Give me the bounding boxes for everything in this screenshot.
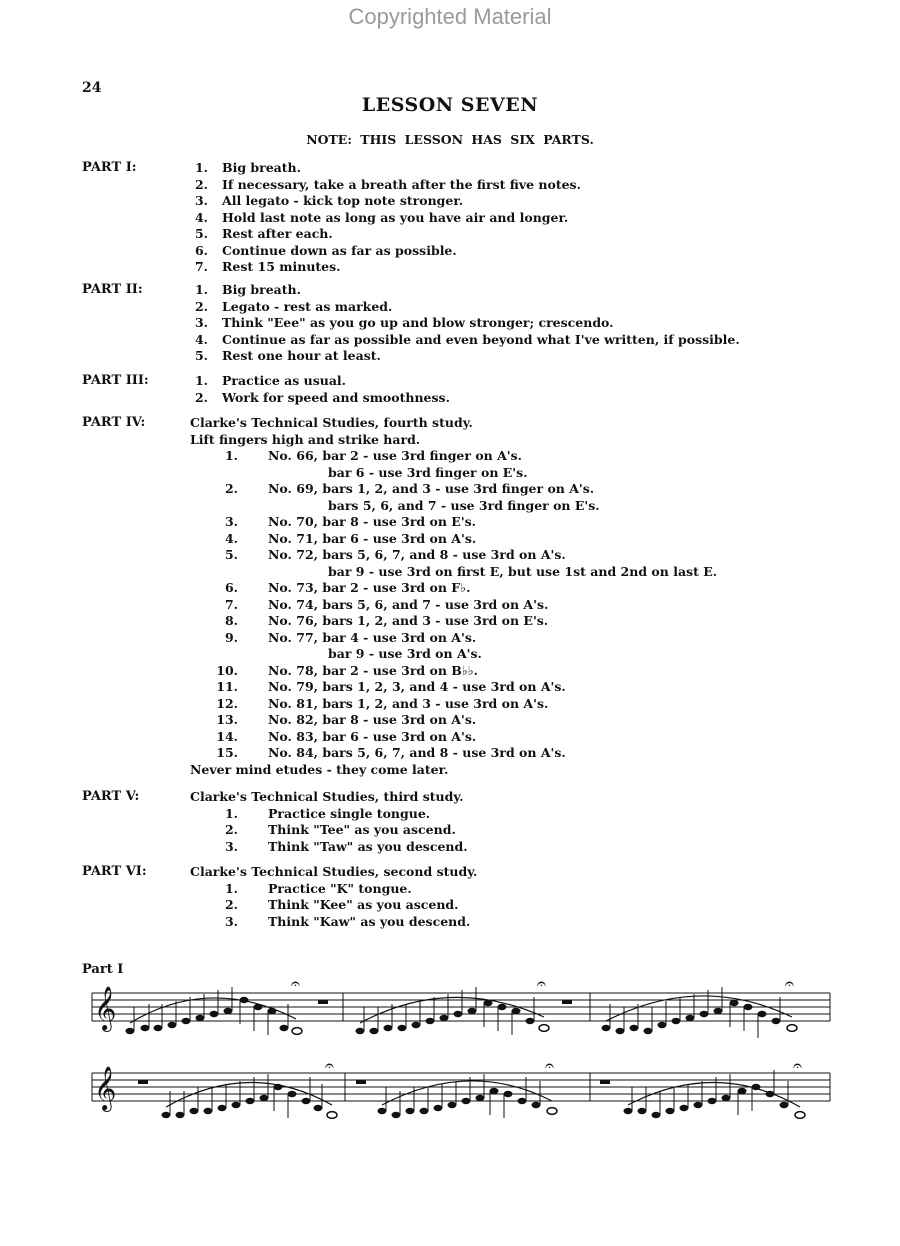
list-item: 1. Practice "K" tongue. <box>224 880 412 896</box>
intro-line: Clarke's Technical Studies, fourth study. <box>190 415 473 430</box>
part-2-section <box>0 282 900 365</box>
copyright-watermark: Copyrighted Material <box>348 4 552 29</box>
note-group <box>356 1000 550 1034</box>
part-6-section <box>0 864 900 930</box>
part-label: PART I: <box>82 160 137 175</box>
treble-clef-icon: 𝄞 <box>94 986 117 1030</box>
list-item: 7. No. 74, bars 5, 6, and 7 - use 3rd on A's. <box>224 596 549 612</box>
list-item-continuation: bars 5, 6, and 7 - use 3rd finger on E's. <box>328 497 600 513</box>
part-label: PART V: <box>82 789 140 804</box>
list-item: 2. If necessary, take a breath after the first five notes. <box>194 176 581 192</box>
fermata-icon: 𝄐 <box>325 1056 334 1075</box>
lesson-note: NOTE: THIS LESSON HAS SIX PARTS. <box>306 132 594 147</box>
lesson-title: LESSON SEVEN <box>361 94 539 116</box>
list-item: 2. No. 69, bars 1, 2, and 3 - use 3rd finger on A's. <box>224 481 595 496</box>
whole-rest <box>138 1080 148 1084</box>
list-item: 2. Think "Tee" as you ascend. <box>224 822 456 837</box>
part-label: PART II: <box>82 282 143 297</box>
list-item: 1. Big breath. <box>194 282 301 297</box>
whole-rest <box>318 1000 328 1004</box>
list-item: 8. No. 76, bars 1, 2, and 3 - use 3rd on E's. <box>224 613 549 628</box>
list-item: 7. Rest 15 minutes. <box>194 259 341 274</box>
list-item: 3. Think "Eee" as you go up and blow stronger; crescendo. <box>194 315 614 330</box>
list-item: 1. Big breath. <box>194 160 301 175</box>
list-item: 3. No. 70, bar 8 - use 3rd on E's. <box>224 514 477 529</box>
intro-line: Lift fingers high and strike hard. <box>190 431 421 447</box>
list-item: 5. Rest after each. <box>194 226 333 241</box>
list-item: 1. Practice as usual. <box>194 373 347 388</box>
list-item: 6. Continue down as far as possible. <box>194 242 457 258</box>
outro-line: Never mind etudes - they come later. <box>190 761 449 777</box>
part-label: PART VI: <box>82 864 147 879</box>
fermata-icon: 𝄐 <box>785 975 794 993</box>
list-item: 10. No. 78, bar 2 - use 3rd on B♭♭. <box>216 662 479 678</box>
list-item: 4. No. 71, bar 6 - use 3rd on A's. <box>224 530 477 546</box>
note-group <box>378 1088 558 1118</box>
list-item: 3. Think "Kaw" as you descend. <box>224 913 471 929</box>
list-item: 5. No. 72, bars 5, 6, 7, and 8 - use 3rd on A's. <box>224 547 566 562</box>
list-item: 11. No. 79, bars 1, 2, 3, and 4 - use 3rd on A's. <box>216 679 566 694</box>
fermata-icon: 𝄐 <box>537 975 546 993</box>
list-item: 3. Think "Taw" as you descend. <box>224 838 468 854</box>
part-1-section <box>0 160 900 276</box>
list-item: 3. All legato - kick top note stronger. <box>194 193 464 208</box>
list-item: 2. Legato - rest as marked. <box>194 298 393 314</box>
list-item: 5. Rest one hour at least. <box>194 348 381 363</box>
music-example-label: Part I <box>82 962 124 977</box>
list-item-continuation: bar 6 - use 3rd finger on E's. <box>328 464 528 480</box>
list-item: 12. No. 81, bars 1, 2, and 3 - use 3rd on A's. <box>216 695 549 711</box>
list-item-continuation: bar 9 - use 3rd on first E, but use 1st and 2nd on last E. <box>328 563 718 579</box>
list-item: 13. No. 82, bar 8 - use 3rd on A's. <box>216 712 477 727</box>
whole-rest <box>600 1080 610 1084</box>
intro-line: Clarke's Technical Studies, second study. <box>190 864 478 879</box>
whole-rest <box>356 1080 366 1084</box>
page-number: 24 <box>82 80 102 96</box>
treble-clef-icon: 𝄞 <box>94 1066 117 1110</box>
list-item: 1. No. 66, bar 2 - use 3rd finger on A's. <box>224 448 523 463</box>
fermata-icon: 𝄐 <box>793 1056 802 1075</box>
list-item: 15. No. 84, bars 5, 6, 7, and 8 - use 3rd on A's. <box>216 745 566 760</box>
note-group <box>126 997 303 1035</box>
list-item: 6. No. 73, bar 2 - use 3rd on F♭. <box>224 580 471 595</box>
list-item: 4. Hold last note as long as you have air and longer. <box>194 209 569 225</box>
part-label: PART III: <box>82 373 149 388</box>
note-group <box>602 1000 798 1034</box>
list-item: 4. Continue as far as possible and even beyond what I've written, if possible. <box>194 331 740 347</box>
list-item: 9. No. 77, bar 4 - use 3rd on A's. <box>224 629 477 645</box>
intro-line: Clarke's Technical Studies, third study. <box>190 789 464 804</box>
list-item-continuation: bar 9 - use 3rd on A's. <box>328 646 482 661</box>
list-item: 1. Practice single tongue. <box>224 805 431 821</box>
part-label: PART IV: <box>82 415 146 430</box>
fermata-icon: 𝄐 <box>545 1056 554 1075</box>
list-item: 2. Think "Kee" as you ascend. <box>224 897 459 912</box>
fermata-icon: 𝄐 <box>291 975 300 993</box>
whole-rest <box>562 1000 572 1004</box>
part-4-section <box>0 415 900 778</box>
list-item: 14. No. 83, bar 6 - use 3rd on A's. <box>216 728 477 744</box>
part-3-section <box>0 373 900 406</box>
music-staff-1 <box>0 975 900 1065</box>
list-item: 2. Work for speed and smoothness. <box>194 389 450 405</box>
part-5-section <box>0 789 900 855</box>
music-staff-2 <box>0 1055 900 1150</box>
